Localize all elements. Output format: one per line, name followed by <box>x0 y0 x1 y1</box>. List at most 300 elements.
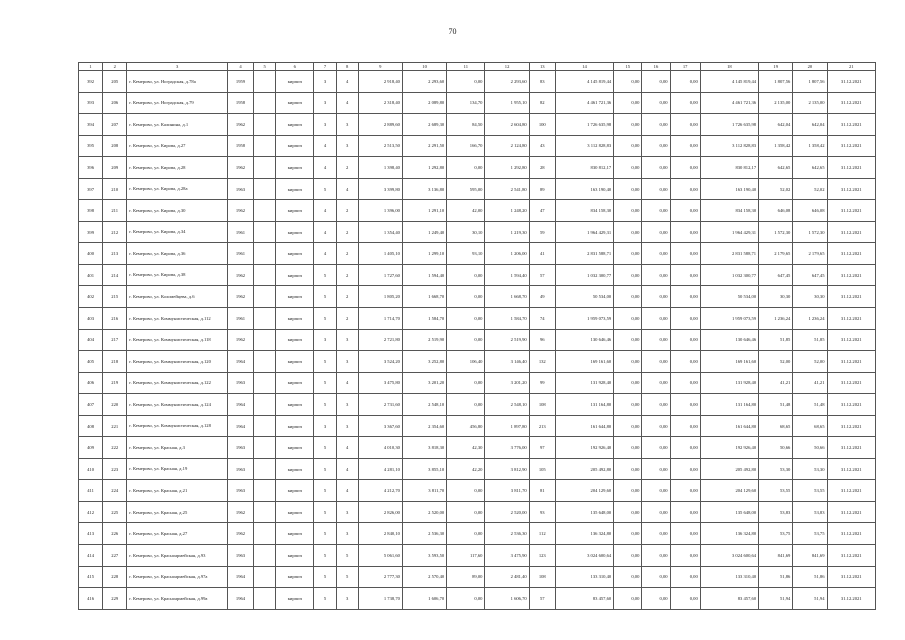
table-cell: 53,55 <box>793 480 827 502</box>
table-cell: 52,02 <box>759 178 793 200</box>
table-cell: 3 112 828,83 <box>555 135 613 157</box>
table-cell: 0,00 <box>670 178 700 200</box>
table-cell: 51,94 <box>793 588 827 610</box>
table-cell: 42,00 <box>447 200 485 222</box>
table-cell: 2 089,80 <box>402 92 446 114</box>
table-cell: 1 032 300,77 <box>700 264 758 286</box>
table-cell: кирпич <box>276 114 314 136</box>
column-header: 4 <box>227 63 253 71</box>
table-cell: кирпич <box>276 372 314 394</box>
table-cell: 31.12.2021 <box>827 372 875 394</box>
table-cell: 402 <box>79 286 103 308</box>
table-cell: 3 <box>336 135 358 157</box>
address-cell: г. Кемерово, ул. Красная, д.3 <box>127 437 228 459</box>
address-cell: г. Кемерово, ул. Ноградская, д.78а <box>127 71 228 93</box>
table-cell: 406 <box>79 372 103 394</box>
table-cell: 131 164,80 <box>555 394 613 416</box>
table-cell: 1 572,30 <box>793 221 827 243</box>
table-cell: 1 594,40 <box>485 264 529 286</box>
table-cell: 0,00 <box>642 523 670 545</box>
table-cell: 5 <box>314 178 336 200</box>
table-cell: 1962 <box>227 523 253 545</box>
table-cell: 3 146,40 <box>485 351 529 373</box>
table-cell: 31.12.2021 <box>827 178 875 200</box>
table-cell <box>254 200 276 222</box>
table-cell: 1 594,40 <box>402 264 446 286</box>
table-cell: 1 292,80 <box>485 157 529 179</box>
table-cell: 51,86 <box>759 566 793 588</box>
table-cell: 68,65 <box>759 415 793 437</box>
address-cell: г. Кемерово, ул. Красноармейская, д.93 <box>127 545 228 567</box>
table-cell: кирпич <box>276 286 314 308</box>
table-cell: 0,00 <box>642 458 670 480</box>
table-cell: 409 <box>79 437 103 459</box>
table-cell: 31.12.2021 <box>827 264 875 286</box>
table-cell: 108 <box>529 394 555 416</box>
column-header: 12 <box>485 63 529 71</box>
table-cell: 5 <box>314 394 336 416</box>
table-cell: 215 <box>103 286 127 308</box>
table-cell: 0,00 <box>670 437 700 459</box>
table-cell: 1962 <box>227 264 253 286</box>
table-row <box>79 329 876 351</box>
table-cell: кирпич <box>276 501 314 523</box>
table-cell: 2 293,60 <box>402 71 446 93</box>
table-cell: 0,00 <box>670 221 700 243</box>
table-row <box>79 157 876 179</box>
table-cell: 0,00 <box>447 372 485 394</box>
table-cell: кирпич <box>276 566 314 588</box>
table-cell: 0,00 <box>642 264 670 286</box>
table-cell <box>254 566 276 588</box>
table-cell: 213 <box>529 415 555 437</box>
table-cell: 2 541,80 <box>485 178 529 200</box>
table-cell: 51,48 <box>793 394 827 416</box>
table-cell: 2 826,00 <box>358 501 402 523</box>
table-cell: 2 520,00 <box>485 501 529 523</box>
table-cell <box>254 286 276 308</box>
table-cell: 220 <box>103 394 127 416</box>
table-cell: 0,00 <box>614 329 642 351</box>
table-cell: 405 <box>79 351 103 373</box>
table-cell: кирпич <box>276 437 314 459</box>
table-cell: 0,00 <box>642 243 670 265</box>
table-row <box>79 221 876 243</box>
table-cell: 2 513,50 <box>358 135 402 157</box>
table-cell: 53,75 <box>759 523 793 545</box>
table-cell <box>254 458 276 480</box>
table-cell: 1 955,10 <box>485 92 529 114</box>
address-cell: г. Кемерово, ул. Коммунистическая, д.124 <box>127 394 228 416</box>
table-cell: 53,75 <box>793 523 827 545</box>
table-cell: 3 <box>336 588 358 610</box>
table-cell: 57 <box>529 264 555 286</box>
table-cell: 411 <box>79 480 103 502</box>
table-cell: 53,30 <box>759 458 793 480</box>
table-row <box>79 200 876 222</box>
table-cell: 2 777,30 <box>358 566 402 588</box>
table-cell: 2 918,40 <box>358 71 402 93</box>
table-cell: 31.12.2021 <box>827 415 875 437</box>
table-cell: 3 201,20 <box>485 372 529 394</box>
table-cell: 0,00 <box>670 523 700 545</box>
table-cell: 1964 <box>227 588 253 610</box>
table-cell: 4 <box>336 372 358 394</box>
table-cell: 2 519,90 <box>402 329 446 351</box>
table-cell: 89,00 <box>447 566 485 588</box>
table-cell: 192 926,40 <box>555 437 613 459</box>
table-cell: 123 <box>529 545 555 567</box>
table-cell: 0,00 <box>670 114 700 136</box>
table-cell: 163 190,40 <box>700 178 758 200</box>
table-cell: 3 818,30 <box>402 437 446 459</box>
table-cell: 0,00 <box>670 329 700 351</box>
table-cell: 210 <box>103 178 127 200</box>
table-cell: 403 <box>79 308 103 330</box>
table-cell: 2 354,60 <box>402 415 446 437</box>
column-header: 7 <box>314 63 336 71</box>
table-cell <box>254 221 276 243</box>
table-cell: 5 <box>314 545 336 567</box>
table-cell: 134,70 <box>447 92 485 114</box>
table-cell: 4 <box>314 135 336 157</box>
table-cell: 3 399,80 <box>358 178 402 200</box>
table-cell: 0,00 <box>642 394 670 416</box>
table-cell: 5 <box>314 566 336 588</box>
table-cell: 217 <box>103 329 127 351</box>
table-cell <box>254 71 276 93</box>
table-cell: 53,83 <box>793 501 827 523</box>
table-cell: 192 926,40 <box>700 437 758 459</box>
table-cell: 117,60 <box>447 545 485 567</box>
table-cell: 642,04 <box>793 114 827 136</box>
table-cell <box>254 308 276 330</box>
table-cell: 1 726 635,98 <box>555 114 613 136</box>
table-cell: 393 <box>79 92 103 114</box>
table-cell: 0,00 <box>447 480 485 502</box>
table-cell: 456,80 <box>447 415 485 437</box>
table-cell: 0,00 <box>670 243 700 265</box>
table-cell: 0,00 <box>670 545 700 567</box>
table-cell: 0,00 <box>447 588 485 610</box>
table-cell: 5 <box>314 458 336 480</box>
table-cell: 2 520,00 <box>402 501 446 523</box>
table-cell: 404 <box>79 329 103 351</box>
table-cell: 0,00 <box>642 114 670 136</box>
table-cell: кирпич <box>276 243 314 265</box>
table-cell: 0,00 <box>447 501 485 523</box>
table-cell: 2 536,30 <box>485 523 529 545</box>
table-row <box>79 588 876 610</box>
table-cell: 0,00 <box>670 264 700 286</box>
table-cell: 416 <box>79 588 103 610</box>
table-row <box>79 308 876 330</box>
table-cell: 0,00 <box>642 329 670 351</box>
table-cell: кирпич <box>276 308 314 330</box>
table-cell: 0,00 <box>614 243 642 265</box>
table-cell: 399 <box>79 221 103 243</box>
table-cell: 0,00 <box>670 92 700 114</box>
table-cell: 50,66 <box>793 437 827 459</box>
table-cell: 0,00 <box>614 372 642 394</box>
table-cell: 0,00 <box>670 480 700 502</box>
table-cell: 2 604,80 <box>485 114 529 136</box>
table-cell: 2 <box>336 264 358 286</box>
data-table-wrapper <box>78 62 876 610</box>
table-cell: 5 <box>314 501 336 523</box>
column-header: 10 <box>402 63 446 71</box>
table-cell: кирпич <box>276 394 314 416</box>
table-cell: 163 190,40 <box>555 178 613 200</box>
table-cell: 131 928,40 <box>555 372 613 394</box>
table-cell: 51,85 <box>759 329 793 351</box>
table-cell: 5 <box>314 480 336 502</box>
table-cell <box>254 501 276 523</box>
table-cell: 3 <box>314 71 336 93</box>
table-cell: 2 481,40 <box>485 566 529 588</box>
table-row <box>79 501 876 523</box>
address-cell: г. Кемерово, ул. Коммунистическая, д.118 <box>127 329 228 351</box>
table-cell: 412 <box>79 501 103 523</box>
table-cell: 93 <box>529 501 555 523</box>
table-cell: 0,00 <box>614 71 642 93</box>
table-cell: 1962 <box>227 114 253 136</box>
table-cell: 50 534,00 <box>555 286 613 308</box>
table-cell: 218 <box>103 351 127 373</box>
table-cell: 3 855,10 <box>402 458 446 480</box>
table-cell: 131 164,80 <box>700 394 758 416</box>
table-cell: 31.12.2021 <box>827 92 875 114</box>
table-cell: 83 457,60 <box>555 588 613 610</box>
table-cell: 31.12.2021 <box>827 545 875 567</box>
table-cell: 3 812,90 <box>485 458 529 480</box>
table-cell: 3 136,80 <box>402 178 446 200</box>
table-cell: 1963 <box>227 372 253 394</box>
table-cell: 1 396,00 <box>358 200 402 222</box>
table-cell: 0,00 <box>642 566 670 588</box>
table-cell: 0,00 <box>614 286 642 308</box>
table-cell: 212 <box>103 221 127 243</box>
table-cell: 59 <box>529 221 555 243</box>
table-cell: 0,00 <box>614 394 642 416</box>
table-cell: 31.12.2021 <box>827 588 875 610</box>
table-cell: 30,30 <box>759 286 793 308</box>
table-cell: 41,21 <box>759 372 793 394</box>
table-cell: 5 <box>314 286 336 308</box>
table-cell: 132 <box>529 351 555 373</box>
table-cell: 31.12.2021 <box>827 501 875 523</box>
table-cell: 0,00 <box>670 588 700 610</box>
table-cell: 0,00 <box>614 566 642 588</box>
table-cell: 4 <box>314 200 336 222</box>
table-cell: 2 689,30 <box>402 114 446 136</box>
table-cell: 0,00 <box>642 372 670 394</box>
table-cell: 1 292,80 <box>402 157 446 179</box>
table-cell: 31.12.2021 <box>827 458 875 480</box>
table-cell: 229 <box>103 588 127 610</box>
table-cell: 1 219,30 <box>485 221 529 243</box>
table-cell: 2 <box>336 157 358 179</box>
table-cell: 42,30 <box>447 437 485 459</box>
table-cell: 0,00 <box>642 351 670 373</box>
table-row <box>79 264 876 286</box>
table-cell <box>254 523 276 545</box>
table-cell: 50,66 <box>759 437 793 459</box>
table-cell: 105 <box>529 458 555 480</box>
table-cell: 0,00 <box>642 92 670 114</box>
table-cell: 1 236,24 <box>793 308 827 330</box>
table-cell: 205 492,80 <box>700 458 758 480</box>
table-cell: кирпич <box>276 157 314 179</box>
table-cell: 2 536,30 <box>402 523 446 545</box>
table-cell: 5 <box>336 566 358 588</box>
table-row <box>79 286 876 308</box>
table-cell: 1964 <box>227 394 253 416</box>
table-cell: 2 <box>336 200 358 222</box>
table-cell: 401 <box>79 264 103 286</box>
table-cell: 642,04 <box>759 114 793 136</box>
table-cell <box>254 372 276 394</box>
table-cell: 52,00 <box>793 351 827 373</box>
table-cell <box>254 351 276 373</box>
column-header: 6 <box>276 63 314 71</box>
table-cell: кирпич <box>276 92 314 114</box>
table-cell: 2 831 588,71 <box>555 243 613 265</box>
table-cell: 166,70 <box>447 135 485 157</box>
table-cell: 407 <box>79 394 103 416</box>
table-cell: 89 <box>529 178 555 200</box>
table-cell: 395 <box>79 135 103 157</box>
table-cell: 31.12.2021 <box>827 329 875 351</box>
table-cell: 0,00 <box>642 308 670 330</box>
table-cell: 408 <box>79 415 103 437</box>
table-cell: 396 <box>79 157 103 179</box>
address-cell: г. Кемерово, ул. Коммунистическая, д.128 <box>127 415 228 437</box>
table-cell: 169 161,60 <box>555 351 613 373</box>
table-cell: 1961 <box>227 243 253 265</box>
table-cell: 227 <box>103 545 127 567</box>
address-cell: г. Кемерово, ул. Кирова, д.36 <box>127 243 228 265</box>
table-cell: кирпич <box>276 523 314 545</box>
table-row <box>79 415 876 437</box>
table-row <box>79 566 876 588</box>
table-cell: 3 524,20 <box>358 351 402 373</box>
table-cell: 398 <box>79 200 103 222</box>
table-cell: 0,00 <box>642 501 670 523</box>
table-cell: 5 <box>314 308 336 330</box>
table-cell: 2 731,60 <box>358 394 402 416</box>
table-cell: 647,45 <box>759 264 793 286</box>
table-cell: 1963 <box>227 545 253 567</box>
table-cell: 410 <box>79 458 103 480</box>
table-cell: 830 812,17 <box>555 157 613 179</box>
table-cell: кирпич <box>276 458 314 480</box>
table-cell: 207 <box>103 114 127 136</box>
table-cell: 0,00 <box>614 458 642 480</box>
table-cell: 224 <box>103 480 127 502</box>
table-cell: 205 492,80 <box>555 458 613 480</box>
table-cell: 595,00 <box>447 178 485 200</box>
table-cell: кирпич <box>276 178 314 200</box>
table-cell: 3 112 828,83 <box>700 135 758 157</box>
address-cell: г. Кемерово, ул. Кирова, д.27 <box>127 135 228 157</box>
table-cell: 0,00 <box>642 415 670 437</box>
table-cell: 3 475,80 <box>358 372 402 394</box>
table-cell: 1964 <box>227 351 253 373</box>
table-cell: 1 606,70 <box>485 588 529 610</box>
table-cell: 0,00 <box>614 178 642 200</box>
table-cell: 1 358,42 <box>759 135 793 157</box>
table-cell: 74 <box>529 308 555 330</box>
table-cell: 0,00 <box>447 523 485 545</box>
table-cell: 3 <box>336 394 358 416</box>
table-cell: 1 738,70 <box>358 588 402 610</box>
table-cell: 228 <box>103 566 127 588</box>
table-cell: 2 <box>336 221 358 243</box>
table-cell: 28 <box>529 157 555 179</box>
table-cell <box>254 264 276 286</box>
table-cell: 0,00 <box>447 329 485 351</box>
table-cell: 2 179,65 <box>759 243 793 265</box>
table-cell: 1 726 635,98 <box>700 114 758 136</box>
table-cell: 1 807,56 <box>793 71 827 93</box>
column-header: 19 <box>759 63 793 71</box>
table-cell: 219 <box>103 372 127 394</box>
table-cell: 3 811,70 <box>402 480 446 502</box>
table-row <box>79 114 876 136</box>
table-cell: 211 <box>103 200 127 222</box>
table-cell: 83 457,60 <box>700 588 758 610</box>
column-header: 1 <box>79 63 103 71</box>
table-cell: 3 776,00 <box>485 437 529 459</box>
table-cell: 30,10 <box>447 221 485 243</box>
table-cell: 646,08 <box>793 200 827 222</box>
table-cell: 1 248,20 <box>485 200 529 222</box>
table-cell: 414 <box>79 545 103 567</box>
table-cell: кирпич <box>276 351 314 373</box>
table-cell: 0,00 <box>642 200 670 222</box>
column-header: 8 <box>336 63 358 71</box>
table-cell: 0,00 <box>642 221 670 243</box>
table-row <box>79 372 876 394</box>
address-cell: г. Кемерово, ул. Красная, д.25 <box>127 501 228 523</box>
table-cell: 3 <box>314 415 336 437</box>
table-cell: 0,00 <box>447 71 485 93</box>
table-cell: 5 <box>314 437 336 459</box>
table-cell: 223 <box>103 458 127 480</box>
table-cell: 216 <box>103 308 127 330</box>
table-cell: 0,00 <box>670 71 700 93</box>
table-row <box>79 437 876 459</box>
table-cell: 135 648,00 <box>555 501 613 523</box>
address-cell: г. Кемерово, ул. Калинина, д.1 <box>127 114 228 136</box>
table-cell: 225 <box>103 501 127 523</box>
table-cell <box>254 329 276 351</box>
table-cell: 84,50 <box>447 114 485 136</box>
table-cell: 642,65 <box>759 157 793 179</box>
table-cell <box>254 92 276 114</box>
table-cell: 647,45 <box>793 264 827 286</box>
address-cell: г. Кемерово, ул. Красная, д.21 <box>127 480 228 502</box>
table-row <box>79 458 876 480</box>
table-cell: 135 648,00 <box>700 501 758 523</box>
table-cell <box>254 114 276 136</box>
table-cell: 31.12.2021 <box>827 351 875 373</box>
address-cell: г. Кемерово, ул. Кирова, д.30 <box>127 200 228 222</box>
table-cell: 2 293,60 <box>485 71 529 93</box>
table-cell: 31.12.2021 <box>827 480 875 502</box>
table-cell: 0,00 <box>670 157 700 179</box>
